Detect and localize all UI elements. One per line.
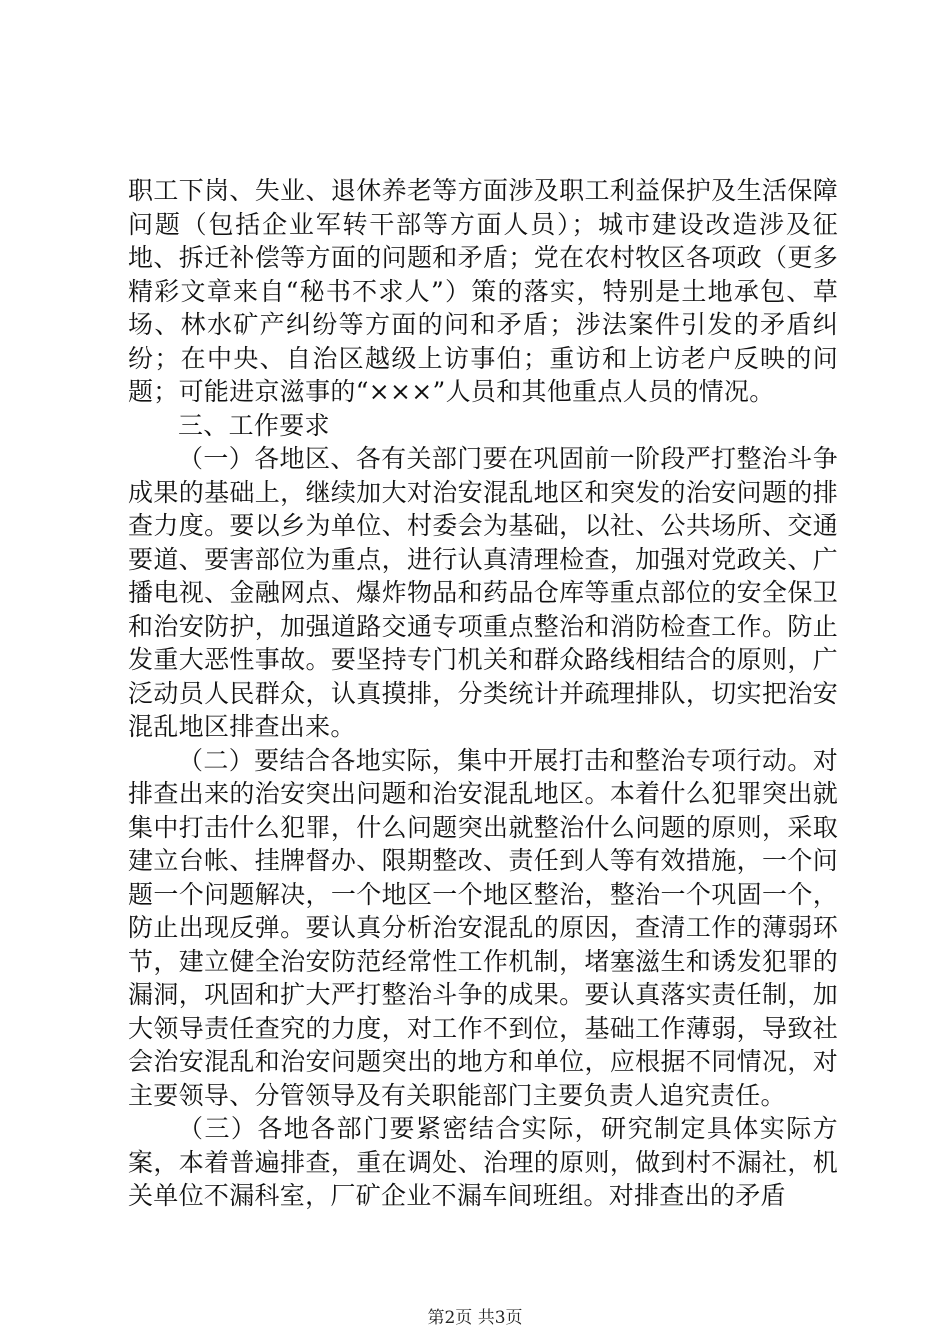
paragraph-4: （三）各地各部门要紧密结合实际，研究制定具体实际方案，本着普遍排查，重在调处、治理的原则，做到村不漏社，机关单位不漏科室，厂矿企业不漏车间班组。对排查出的矛盾 [128, 1114, 838, 1210]
document-body [128, 174, 838, 1213]
paragraph-3: （二）要结合各地实际，集中开展打击和整治专项行动。对排查出来的治安突出问题和治安混乱地区。本着什么犯罪突出就集中打击什么犯罪，什么问题突出就整治什么问题的原则，采取建立台帐、挂牌督办、限期整改、责任到人等有效措施，一个问题一个问题解决，一个地区一个地区整治，整治一个巩固一个，防止出现反弹。要认真分析治安混乱的原因，查清工作的薄弱环节，建立健全治安防范经常性工作机制，堵塞滋生和诱发犯罪的漏洞，巩固和扩大严打整治斗争的成果。要认真落实责任制，加大领导责任查究的力度，对工作不到位，基础工作薄弱，导致社会治安混乱和治安问题突出的地方和单位，应根据不同情况，对主要领导、分管领导及有关职能部门主要负责人追究责任。 [128, 745, 838, 1110]
page-number-footer: 第2页 共3页 [427, 1308, 523, 1328]
paragraph-2: （一）各地区、各有关部门要在巩固前一阶段严打整治斗争成果的基础上，继续加大对治安混乱地区和突发的治安问题的排查力度。要以乡为单位、村委会为基础，以社、公共场所、交通要道、要害部位为重点，进行认真清理检查，加强对党政关、广播电视、金融网点、爆炸物品和药品仓库等重点部位的安全保卫和治安防护，加强道路交通专项重点整治和消防检查工作。防止发重大恶性事故。要坚持专门机关和群众路线相结合的原则，广泛动员人民群众，认真摸排，分类统计并疏理排队，切实把治安混乱地区排查出来。 [128, 444, 838, 741]
section-heading: 三、工作要求 [178, 410, 330, 440]
paragraph-0: 职工下岗、失业、退休养老等方面涉及职工利益保护及生活保障问题（包括企业军转干部等方面人员）；城市建设改造涉及征地、拆迁补偿等方面的问题和矛盾；党在农村牧区各项政（更多精彩文章来自“秘书不求人”）策的落实，特别是土地承包、草场、林水矿产纠纷等方面的问和矛盾；涉法案件引发的矛盾纠纷；在中央、自治区越级上访事伯；重访和上访老户反映的问题；可能进京滋事的“×××”人员和其他重点人员的情况。 [128, 176, 838, 406]
